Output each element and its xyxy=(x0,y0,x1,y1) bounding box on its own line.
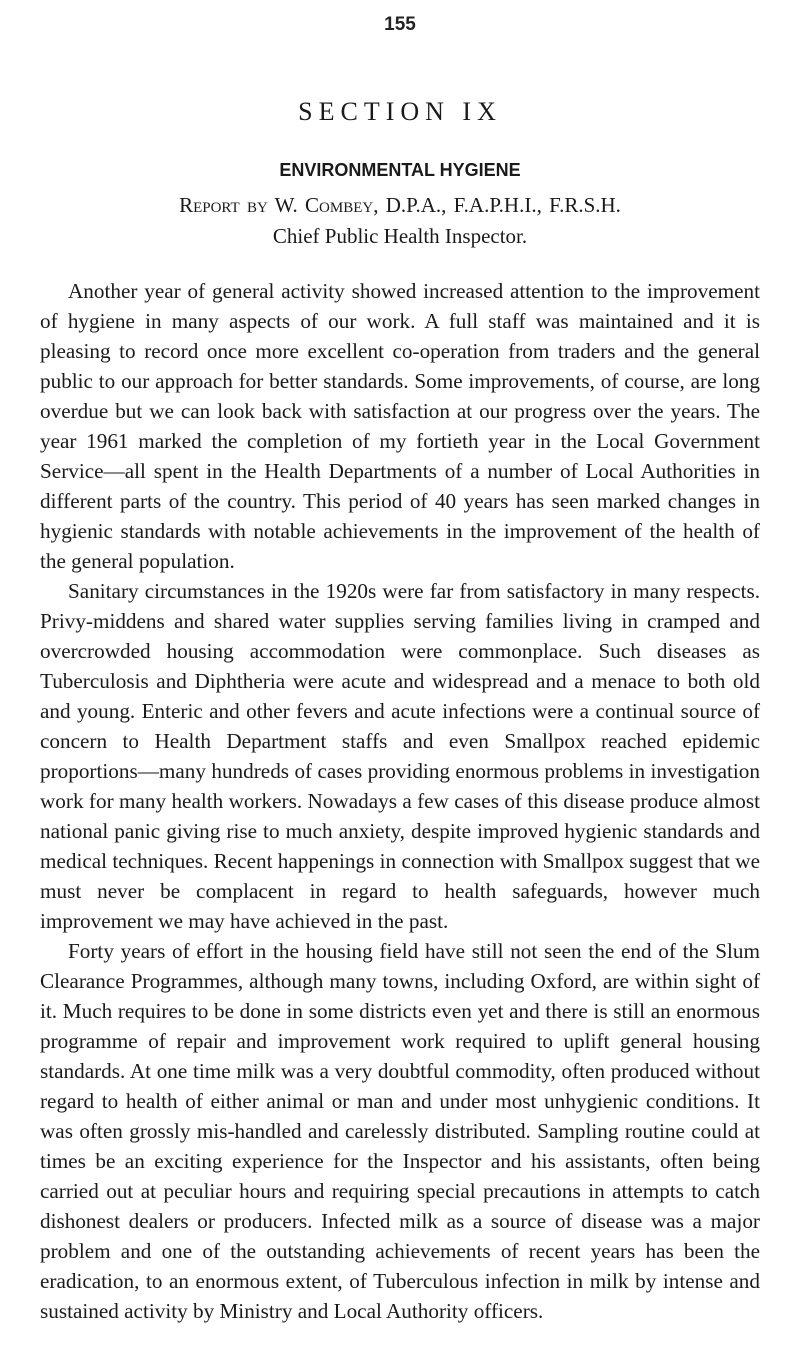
report-author-line: Report by W. Combey, D.P.A., F.A.P.H.I., F.R.S.H. xyxy=(179,193,621,217)
author-title: Chief Public Health Inspector. xyxy=(272,224,528,248)
subject-heading: ENVIRONMENTAL HYGIENE xyxy=(279,160,521,180)
paragraph: Forty years of effort in the housing field have still not seen the end of the Slum Clearance Programmes, although many towns, including Oxford, are within sight of it. Much requires to be done in some districts even yet and there is still an enormous programme of repair and improvement work required to uplift general housing standards. At one time milk was a very doubtful commodity, often produced without regard to health of either animal or man and under most unhygienic conditions. It was often grossly mis-handled and carelessly distributed. Sampling routine could at times be an exciting experience for the Inspector and his assistants, often being carried out at peculiar hours and requiring special precautions in attempts to catch dishonest dealers or producers. Infected milk as a source of disease was a major problem and one of the outstanding achievements of recent years has been the eradication, to an enormous extent, of Tuberculous infection in milk by intense and sustained activity by Ministry and Local Authority officers. xyxy=(40,939,760,1323)
paragraph: Another year of general activity showed increased attention to the improvement of hygiene in many aspects of our work. A full staff was maintained and it is pleasing to record once more excellent co-operation from traders and the general public to our approach for better standards. Some improvements, of course, are long overdue but we can look back with satisfaction at our progress over the years. The year 1961 marked the completion of my fortieth year in the Local Government Service—all spent in the Health Departments of a number of Local Authorities in different parts of the country. This period of 40 years has seen marked changes in hygienic standards with notable achievements in the improvement of the health of the general population. xyxy=(40,279,760,573)
body-text xyxy=(40,276,760,1326)
paragraph: Sanitary circumstances in the 1920s were far from satisfactory in many respects. Privy-middens and shared water supplies serving families living in cramped and overcrowded housing accommodation were commonplace. Such diseases as Tuberculosis and Diphtheria were acute and widespread and a menace to both old and young. Enteric and other fevers and acute infections were a continual source of concern to Health Department staffs and even Smallpox reached epidemic proportions—many hundreds of cases providing enormous problems in investigation work for many health workers. Nowadays a few cases of this disease produce almost national panic giving rise to much anxiety, despite improved hygienic standards and medical techniques. Recent happenings in connection with Smallpox suggest that we must never be complacent in regard to health safeguards, however much improvement we may have achieved in the past. xyxy=(40,579,760,933)
section-heading: SECTION IX xyxy=(298,97,502,126)
page-number: 155 xyxy=(384,14,416,35)
